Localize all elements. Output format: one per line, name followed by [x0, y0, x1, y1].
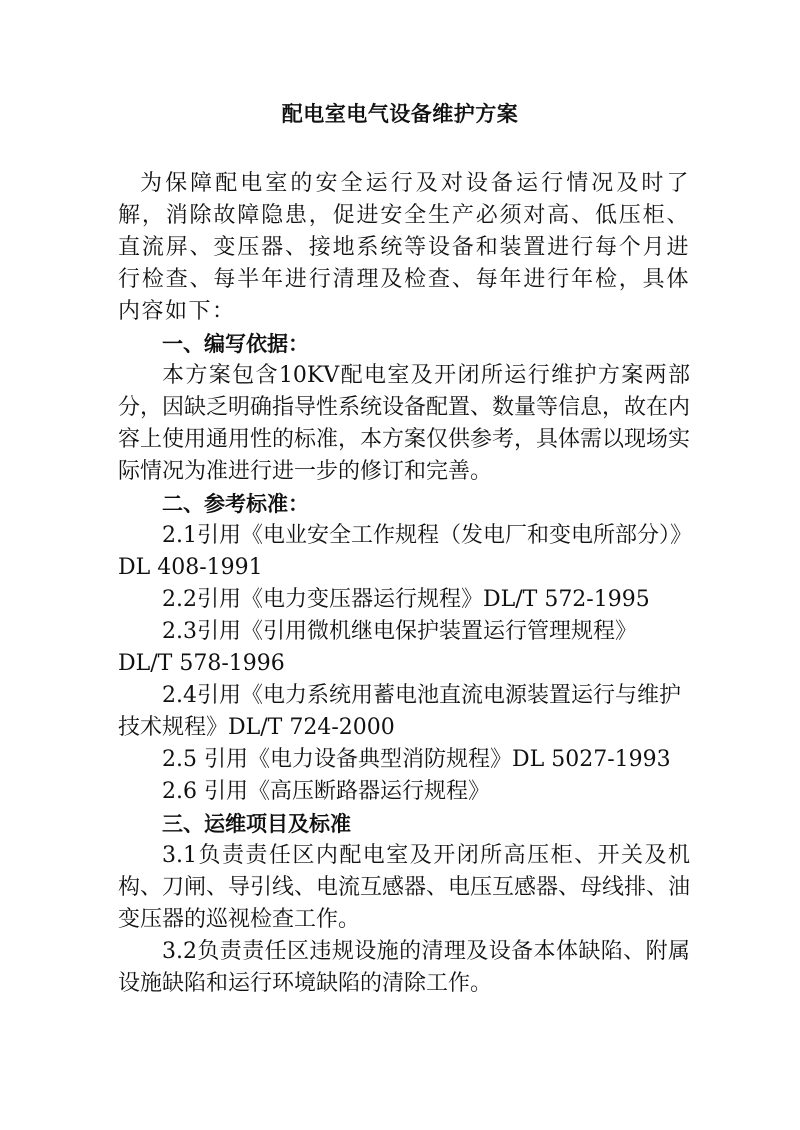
- intro-paragraph: 为保障配电室的安全运行及对设备运行情况及时了解，消除故障隐患，促进安全生产必须对高、低压柜、直流屏、变压器、接地系统等设备和装置进行每个月进行检查、每半年进行清理及检查、每年进行年检，具体内容如下：: [118, 171, 690, 324]
- reference-item-2-1: 2.1引用《电业安全工作规程（发电厂和变电所部分）》DL 408-1991: [118, 523, 681, 580]
- operations-paragraph-3-2: 3.2负责责任区违规设施的清理及设备本体缺陷、附属设施缺陷和运行环境缺陷的清除工作。: [118, 939, 690, 996]
- operations-paragraph-3-1: 3.1负责责任区内配电室及开闭所高压柜、开关及机构、刀闸、导引线、电流互感器、电压互感器、母线排、油变压器的巡视检查工作。: [118, 843, 691, 932]
- document-body: [118, 168, 690, 1000]
- reference-item-2-2: 2.2引用《电力变压器运行规程》DL/T 572-1995: [162, 587, 650, 612]
- reference-item-2-4: 2.4引用《电力系统用蓄电池直流电源装置运行与维护技术规程》DL/T 724-2000: [118, 683, 681, 740]
- reference-item-2-6: 2.6 引用《高压断路器运行规程》: [162, 779, 490, 804]
- section-heading-operations: 三、运维项目及标准: [162, 812, 351, 836]
- section-heading-standards: 二、参考标准：: [162, 492, 309, 516]
- reference-item-2-3: 2.3引用《引用微机继电保护装置运行管理规程》DL/T 578-1996: [118, 619, 637, 676]
- section-heading-basis: 一、编写依据：: [162, 332, 309, 356]
- document-title: 配电室电气设备维护方案: [281, 102, 519, 126]
- reference-item-2-5: 2.5 引用《电力设备典型消防规程》DL 5027-1993: [162, 747, 671, 772]
- basis-paragraph: 本方案包含10KV配电室及开闭所运行维护方案两部分，因缺乏明确指导性系统设备配置、数量等信息，故在内容上使用通用性的标准，本方案仅供参考，具体需以现场实际情况为准进行进一步的修订和完善。: [118, 363, 691, 484]
